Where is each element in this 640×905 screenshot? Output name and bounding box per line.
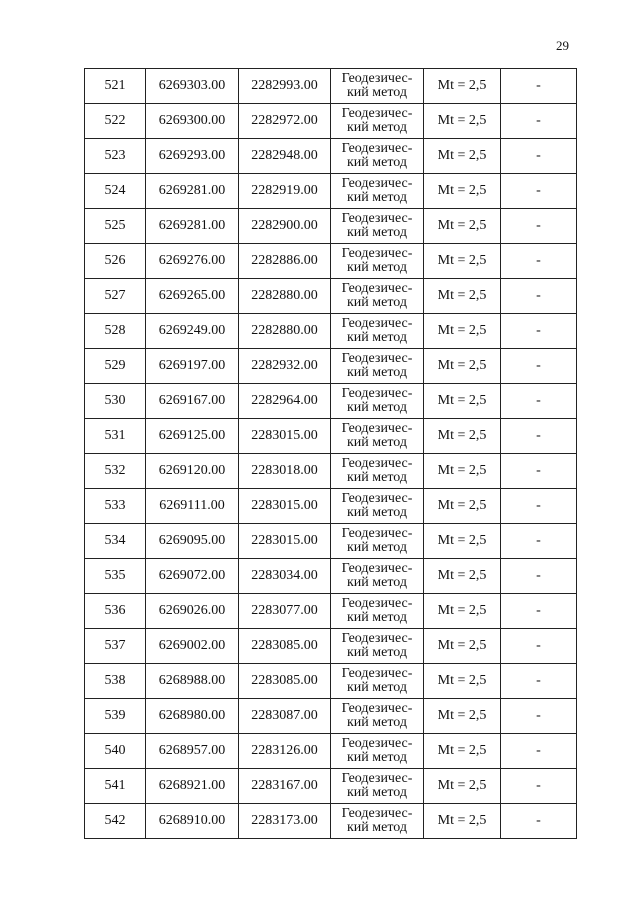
table-row <box>85 104 577 139</box>
method-cell <box>331 349 424 384</box>
method-cell <box>331 664 424 699</box>
accuracy-cell: Mt = 2,5 <box>424 734 501 769</box>
table-row <box>85 594 577 629</box>
x-coordinate-cell: 6268980.00 <box>146 699 239 734</box>
point-number-cell: 522 <box>85 104 146 139</box>
method-line-1: Геодезичес- <box>341 316 413 331</box>
method-line-1: Геодезичес- <box>341 211 413 226</box>
method-line-2: кий метод <box>346 190 407 205</box>
point-number-cell: 529 <box>85 349 146 384</box>
y-coordinate-cell: 2283015.00 <box>239 489 331 524</box>
method-cell <box>331 384 424 419</box>
method-line-2: кий метод <box>346 750 407 765</box>
y-coordinate-cell: 2283085.00 <box>239 664 331 699</box>
method-cell <box>331 559 424 594</box>
point-number-cell: 539 <box>85 699 146 734</box>
y-coordinate-cell: 2282900.00 <box>239 209 331 244</box>
table-row <box>85 524 577 559</box>
x-coordinate-cell: 6269120.00 <box>146 454 239 489</box>
point-number-cell: 542 <box>85 804 146 839</box>
table-row <box>85 734 577 769</box>
y-coordinate-cell: 2283015.00 <box>239 524 331 559</box>
point-number-cell: 534 <box>85 524 146 559</box>
table-row <box>85 769 577 804</box>
accuracy-cell: Mt = 2,5 <box>424 489 501 524</box>
table-row <box>85 419 577 454</box>
method-line-1: Геодезичес- <box>341 106 413 121</box>
table-row <box>85 384 577 419</box>
note-cell: - <box>501 769 577 804</box>
method-line-2: кий метод <box>346 785 407 800</box>
table-row <box>85 314 577 349</box>
method-line-1: Геодезичес- <box>341 491 413 506</box>
y-coordinate-cell: 2283085.00 <box>239 629 331 664</box>
point-number-cell: 535 <box>85 559 146 594</box>
accuracy-cell: Mt = 2,5 <box>424 804 501 839</box>
method-line-1: Геодезичес- <box>341 596 413 611</box>
note-cell: - <box>501 559 577 594</box>
method-line-2: кий метод <box>346 505 407 520</box>
method-line-2: кий метод <box>346 540 407 555</box>
method-line-2: кий метод <box>346 120 407 135</box>
accuracy-cell: Mt = 2,5 <box>424 139 501 174</box>
accuracy-cell: Mt = 2,5 <box>424 769 501 804</box>
y-coordinate-cell: 2283126.00 <box>239 734 331 769</box>
note-cell: - <box>501 174 577 209</box>
note-cell: - <box>501 279 577 314</box>
method-cell <box>331 804 424 839</box>
method-line-1: Геодезичес- <box>341 561 413 576</box>
y-coordinate-cell: 2283077.00 <box>239 594 331 629</box>
method-line-1: Геодезичес- <box>341 666 413 681</box>
method-line-2: кий метод <box>346 645 407 660</box>
method-cell <box>331 699 424 734</box>
accuracy-cell: Mt = 2,5 <box>424 174 501 209</box>
method-line-2: кий метод <box>346 85 407 100</box>
method-line-1: Геодезичес- <box>341 141 413 156</box>
accuracy-cell: Mt = 2,5 <box>424 594 501 629</box>
method-cell <box>331 244 424 279</box>
method-line-2: кий метод <box>346 715 407 730</box>
method-line-2: кий метод <box>346 155 407 170</box>
table-row <box>85 559 577 594</box>
page-number: 29 <box>556 38 569 53</box>
note-cell: - <box>501 349 577 384</box>
point-number-cell: 530 <box>85 384 146 419</box>
method-line-2: кий метод <box>346 435 407 450</box>
x-coordinate-cell: 6269281.00 <box>146 209 239 244</box>
x-coordinate-cell: 6269197.00 <box>146 349 239 384</box>
y-coordinate-cell: 2282964.00 <box>239 384 331 419</box>
x-coordinate-cell: 6269072.00 <box>146 559 239 594</box>
point-number-cell: 521 <box>85 69 146 104</box>
point-number-cell: 527 <box>85 279 146 314</box>
accuracy-cell: Mt = 2,5 <box>424 559 501 594</box>
y-coordinate-cell: 2283167.00 <box>239 769 331 804</box>
method-line-1: Геодезичес- <box>341 736 413 751</box>
table-row <box>85 629 577 664</box>
note-cell: - <box>501 699 577 734</box>
method-line-2: кий метод <box>346 820 407 835</box>
y-coordinate-cell: 2283034.00 <box>239 559 331 594</box>
y-coordinate-cell: 2282880.00 <box>239 279 331 314</box>
note-cell: - <box>501 454 577 489</box>
method-line-1: Геодезичес- <box>341 281 413 296</box>
x-coordinate-cell: 6269249.00 <box>146 314 239 349</box>
note-cell: - <box>501 384 577 419</box>
x-coordinate-cell: 6269303.00 <box>146 69 239 104</box>
method-line-1: Геодезичес- <box>341 386 413 401</box>
coordinates-table <box>84 68 577 839</box>
note-cell: - <box>501 664 577 699</box>
method-line-1: Геодезичес- <box>341 456 413 471</box>
y-coordinate-cell: 2283087.00 <box>239 699 331 734</box>
note-cell: - <box>501 314 577 349</box>
point-number-cell: 531 <box>85 419 146 454</box>
y-coordinate-cell: 2283173.00 <box>239 804 331 839</box>
method-cell <box>331 524 424 559</box>
x-coordinate-cell: 6269111.00 <box>146 489 239 524</box>
note-cell: - <box>501 419 577 454</box>
method-cell <box>331 174 424 209</box>
y-coordinate-cell: 2283015.00 <box>239 419 331 454</box>
method-cell <box>331 209 424 244</box>
table-row <box>85 244 577 279</box>
method-cell <box>331 769 424 804</box>
point-number-cell: 526 <box>85 244 146 279</box>
method-line-1: Геодезичес- <box>341 701 413 716</box>
point-number-cell: 537 <box>85 629 146 664</box>
note-cell: - <box>501 804 577 839</box>
accuracy-cell: Mt = 2,5 <box>424 209 501 244</box>
accuracy-cell: Mt = 2,5 <box>424 699 501 734</box>
y-coordinate-cell: 2282993.00 <box>239 69 331 104</box>
x-coordinate-cell: 6268988.00 <box>146 664 239 699</box>
note-cell: - <box>501 629 577 664</box>
point-number-cell: 538 <box>85 664 146 699</box>
method-line-2: кий метод <box>346 610 407 625</box>
point-number-cell: 528 <box>85 314 146 349</box>
accuracy-cell: Mt = 2,5 <box>424 629 501 664</box>
point-number-cell: 536 <box>85 594 146 629</box>
x-coordinate-cell: 6269026.00 <box>146 594 239 629</box>
coordinates-table-body <box>85 69 577 839</box>
method-line-1: Геодезичес- <box>341 771 413 786</box>
table-row <box>85 139 577 174</box>
note-cell: - <box>501 209 577 244</box>
method-line-1: Геодезичес- <box>341 421 413 436</box>
point-number-cell: 540 <box>85 734 146 769</box>
point-number-cell: 524 <box>85 174 146 209</box>
method-cell <box>331 139 424 174</box>
x-coordinate-cell: 6269095.00 <box>146 524 239 559</box>
y-coordinate-cell: 2282880.00 <box>239 314 331 349</box>
note-cell: - <box>501 244 577 279</box>
accuracy-cell: Mt = 2,5 <box>424 244 501 279</box>
table-row <box>85 69 577 104</box>
point-number-cell: 525 <box>85 209 146 244</box>
accuracy-cell: Mt = 2,5 <box>424 524 501 559</box>
method-line-1: Геодезичес- <box>341 176 413 191</box>
method-line-2: кий метод <box>346 575 407 590</box>
point-number-cell: 523 <box>85 139 146 174</box>
x-coordinate-cell: 6269265.00 <box>146 279 239 314</box>
method-cell <box>331 489 424 524</box>
table-row <box>85 699 577 734</box>
table-row <box>85 174 577 209</box>
method-line-1: Геодезичес- <box>341 806 413 821</box>
note-cell: - <box>501 104 577 139</box>
x-coordinate-cell: 6268910.00 <box>146 804 239 839</box>
y-coordinate-cell: 2282932.00 <box>239 349 331 384</box>
x-coordinate-cell: 6269167.00 <box>146 384 239 419</box>
note-cell: - <box>501 594 577 629</box>
y-coordinate-cell: 2282948.00 <box>239 139 331 174</box>
table-row <box>85 209 577 244</box>
accuracy-cell: Mt = 2,5 <box>424 349 501 384</box>
accuracy-cell: Mt = 2,5 <box>424 279 501 314</box>
x-coordinate-cell: 6269125.00 <box>146 419 239 454</box>
method-line-2: кий метод <box>346 365 407 380</box>
table-row <box>85 489 577 524</box>
point-number-cell: 533 <box>85 489 146 524</box>
method-cell <box>331 314 424 349</box>
x-coordinate-cell: 6269300.00 <box>146 104 239 139</box>
method-cell <box>331 279 424 314</box>
y-coordinate-cell: 2282972.00 <box>239 104 331 139</box>
table-row <box>85 454 577 489</box>
point-number-cell: 532 <box>85 454 146 489</box>
accuracy-cell: Mt = 2,5 <box>424 384 501 419</box>
method-line-1: Геодезичес- <box>341 351 413 366</box>
table-row <box>85 279 577 314</box>
table-row <box>85 664 577 699</box>
x-coordinate-cell: 6268957.00 <box>146 734 239 769</box>
table-row <box>85 804 577 839</box>
method-line-2: кий метод <box>346 470 407 485</box>
method-cell <box>331 419 424 454</box>
x-coordinate-cell: 6268921.00 <box>146 769 239 804</box>
method-line-2: кий метод <box>346 680 407 695</box>
note-cell: - <box>501 524 577 559</box>
method-line-1: Геодезичес- <box>341 246 413 261</box>
note-cell: - <box>501 489 577 524</box>
method-line-2: кий метод <box>346 225 407 240</box>
accuracy-cell: Mt = 2,5 <box>424 314 501 349</box>
y-coordinate-cell: 2283018.00 <box>239 454 331 489</box>
note-cell: - <box>501 734 577 769</box>
method-line-2: кий метод <box>346 260 407 275</box>
method-line-2: кий метод <box>346 295 407 310</box>
note-cell: - <box>501 139 577 174</box>
method-line-1: Геодезичес- <box>341 71 413 86</box>
x-coordinate-cell: 6269002.00 <box>146 629 239 664</box>
x-coordinate-cell: 6269276.00 <box>146 244 239 279</box>
note-cell: - <box>501 69 577 104</box>
accuracy-cell: Mt = 2,5 <box>424 69 501 104</box>
accuracy-cell: Mt = 2,5 <box>424 419 501 454</box>
method-cell <box>331 69 424 104</box>
accuracy-cell: Mt = 2,5 <box>424 454 501 489</box>
x-coordinate-cell: 6269293.00 <box>146 139 239 174</box>
method-cell <box>331 734 424 769</box>
y-coordinate-cell: 2282886.00 <box>239 244 331 279</box>
y-coordinate-cell: 2282919.00 <box>239 174 331 209</box>
method-line-2: кий метод <box>346 330 407 345</box>
method-cell <box>331 629 424 664</box>
accuracy-cell: Mt = 2,5 <box>424 664 501 699</box>
method-cell <box>331 454 424 489</box>
method-cell <box>331 104 424 139</box>
method-line-1: Геодезичес- <box>341 631 413 646</box>
method-cell <box>331 594 424 629</box>
table-row <box>85 349 577 384</box>
method-line-1: Геодезичес- <box>341 526 413 541</box>
point-number-cell: 541 <box>85 769 146 804</box>
accuracy-cell: Mt = 2,5 <box>424 104 501 139</box>
method-line-2: кий метод <box>346 400 407 415</box>
x-coordinate-cell: 6269281.00 <box>146 174 239 209</box>
